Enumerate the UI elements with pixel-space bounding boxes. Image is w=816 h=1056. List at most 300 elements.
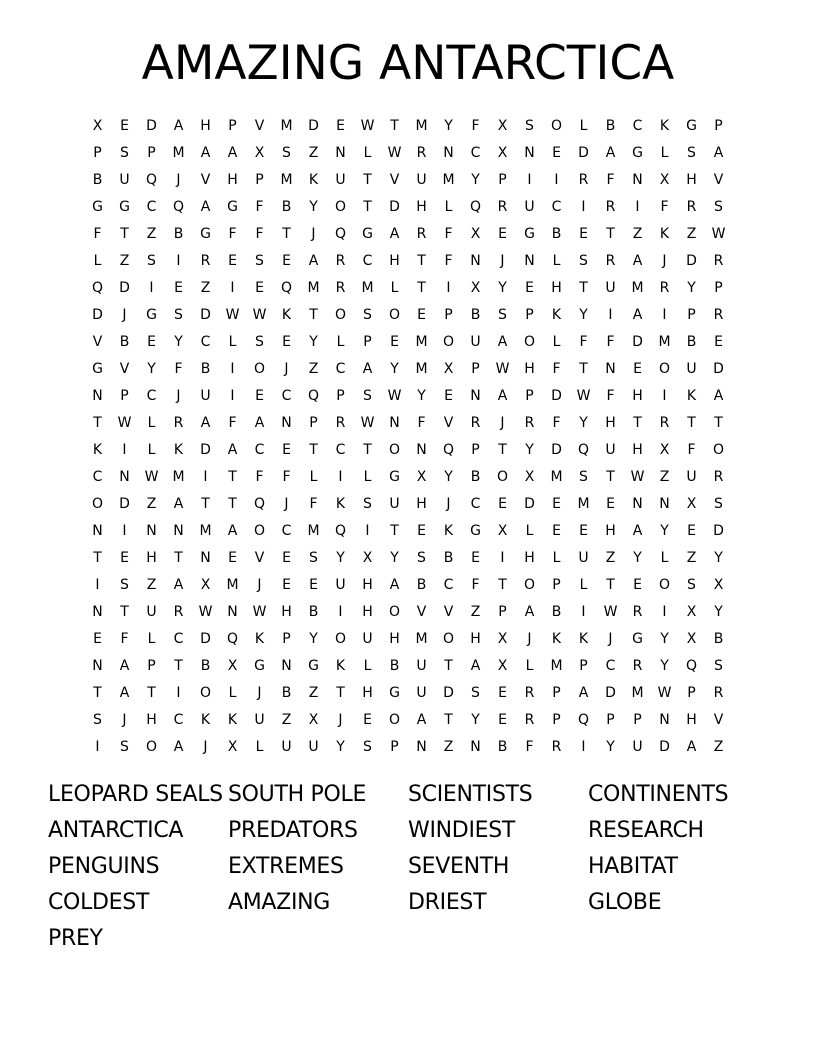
grid-letter: M [415, 361, 428, 377]
grid-letter: Q [226, 631, 239, 647]
grid-letter: X [497, 523, 508, 539]
grid-letter: D [713, 523, 724, 539]
grid-letter: U [335, 577, 346, 593]
grid-letter: S [471, 685, 480, 701]
grid-letter: W [198, 604, 213, 620]
grid-letter: H [146, 712, 157, 728]
grid-letter: L [390, 280, 399, 296]
grid-letter: J [662, 253, 667, 269]
grid-letter: M [307, 523, 320, 539]
grid-letter: Y [336, 739, 345, 755]
grid-letter: T [444, 658, 453, 674]
grid-letter: D [632, 334, 643, 350]
grid-letter: M [172, 469, 185, 485]
grid-letter: E [498, 685, 507, 701]
grid-letter: O [145, 739, 158, 755]
grid-letter: I [338, 469, 343, 485]
grid-letter: P [687, 685, 696, 701]
grid-letter: G [119, 199, 130, 215]
grid-letter: N [659, 712, 670, 728]
grid-letter: U [632, 739, 643, 755]
grid-letter: T [363, 442, 372, 458]
grid-letter: Y [525, 442, 534, 458]
grid-letter: A [308, 253, 319, 269]
grid-letter: T [201, 496, 210, 512]
grid-letter: Y [174, 334, 183, 350]
grid-letter: D [605, 685, 616, 701]
grid-letter: G [200, 226, 211, 242]
grid-letter: N [632, 496, 643, 512]
grid-letter: M [199, 523, 212, 539]
grid-letter: D [200, 442, 211, 458]
grid-letter: E [525, 280, 534, 296]
grid-letter: Y [444, 118, 453, 134]
grid-letter: F [255, 199, 264, 215]
grid-letter: Q [91, 280, 104, 296]
grid-letter: K [281, 307, 292, 323]
grid-letter: T [93, 415, 102, 431]
grid-letter: N [92, 604, 103, 620]
grid-letter: H [227, 172, 238, 188]
grid-letter: T [417, 253, 426, 269]
grid-letter: V [119, 361, 130, 377]
grid-letter: H [632, 388, 643, 404]
grid-letter: O [199, 685, 212, 701]
grid-letter: Z [119, 253, 130, 269]
grid-letter: L [660, 145, 669, 161]
grid-letter: X [200, 577, 211, 593]
grid-letter: A [470, 658, 481, 674]
grid-letter: E [120, 118, 129, 134]
grid-letter: L [363, 658, 372, 674]
grid-letter: L [336, 334, 345, 350]
grid-letter: O [388, 604, 401, 620]
grid-letter: R [713, 253, 724, 269]
grid-letter: H [389, 631, 400, 647]
grid-letter: T [174, 658, 183, 674]
grid-letter: I [662, 604, 667, 620]
grid-letter: N [92, 523, 103, 539]
grid-letter: U [470, 334, 481, 350]
grid-letter: A [713, 145, 724, 161]
grid-letter: A [632, 523, 643, 539]
grid-letter: O [253, 361, 266, 377]
grid-letter: R [335, 253, 346, 269]
grid-letter: I [581, 739, 586, 755]
grid-letter: C [173, 712, 184, 728]
grid-letter: T [174, 550, 183, 566]
grid-letter: L [444, 199, 453, 215]
grid-letter: Z [686, 226, 697, 242]
grid-letter: Y [633, 550, 642, 566]
grid-letter: O [334, 631, 347, 647]
grid-letter: O [658, 361, 671, 377]
grid-letter: W [144, 469, 159, 485]
grid-letter: D [308, 118, 319, 134]
grid-letter: Y [390, 361, 399, 377]
grid-letter: J [500, 415, 505, 431]
grid-letter: V [92, 334, 103, 350]
grid-letter: R [200, 253, 211, 269]
grid-letter: X [227, 658, 238, 674]
grid-letter: R [659, 415, 670, 431]
grid-letter: M [307, 280, 320, 296]
grid-letter: N [92, 388, 103, 404]
grid-letter: A [389, 226, 400, 242]
grid-letter: Y [714, 604, 723, 620]
grid-letter: R [713, 685, 724, 701]
grid-letter: Y [714, 550, 723, 566]
grid-letter: E [417, 307, 426, 323]
grid-letter: Y [309, 631, 318, 647]
grid-letter: J [122, 712, 127, 728]
grid-letter: W [360, 415, 375, 431]
grid-letter: C [281, 388, 292, 404]
grid-letter: Q [334, 523, 347, 539]
grid-letter: T [444, 712, 453, 728]
grid-letter: C [173, 631, 184, 647]
grid-letter: U [389, 496, 400, 512]
grid-letter: V [200, 172, 211, 188]
grid-letter: R [605, 253, 616, 269]
grid-letter: E [444, 388, 453, 404]
grid-letter: J [446, 496, 451, 512]
grid-letter: I [662, 388, 667, 404]
grid-letter: D [713, 361, 724, 377]
grid-letter: G [389, 469, 400, 485]
grid-letter: O [334, 307, 347, 323]
grid-letter: U [119, 172, 130, 188]
grid-letter: P [120, 388, 129, 404]
grid-letter: C [632, 118, 643, 134]
grid-letter: O [496, 469, 509, 485]
grid-letter: X [497, 631, 508, 647]
grid-letter: K [200, 712, 211, 728]
grid-letter: H [632, 442, 643, 458]
grid-letter: J [122, 307, 127, 323]
grid-letter: A [524, 604, 535, 620]
grid-letter: A [173, 739, 184, 755]
grid-letter: C [92, 469, 103, 485]
grid-letter: G [524, 226, 535, 242]
grid-letter: Z [308, 361, 319, 377]
grid-letter: L [552, 253, 561, 269]
grid-letter: R [524, 415, 535, 431]
grid-letter: E [417, 523, 426, 539]
grid-letter: S [525, 118, 534, 134]
grid-letter: P [525, 307, 534, 323]
grid-letter: T [390, 118, 399, 134]
grid-letter: R [416, 145, 427, 161]
grid-letter: P [282, 631, 291, 647]
grid-letter: E [282, 550, 291, 566]
grid-letter: P [255, 172, 264, 188]
grid-letter: A [227, 523, 238, 539]
grid-letter: J [608, 631, 613, 647]
grid-letter: P [687, 307, 696, 323]
grid-letter: U [362, 631, 373, 647]
grid-letter: A [119, 658, 130, 674]
grid-letter: Y [471, 712, 480, 728]
grid-letter: B [173, 226, 184, 242]
grid-letter: G [146, 307, 157, 323]
grid-letter: H [416, 199, 427, 215]
grid-letter: M [280, 118, 293, 134]
grid-letter: P [147, 658, 156, 674]
grid-letter: X [659, 172, 670, 188]
grid-letter: F [444, 253, 453, 269]
word-list-item: AMAZING [228, 890, 331, 915]
grid-letter: N [605, 361, 616, 377]
grid-letter: I [122, 523, 127, 539]
grid-letter: A [227, 145, 238, 161]
grid-letter: N [524, 145, 535, 161]
grid-letter: F [417, 415, 426, 431]
grid-letter: E [633, 361, 642, 377]
grid-letter: M [631, 280, 644, 296]
grid-letter: T [606, 577, 615, 593]
grid-letter: D [200, 307, 211, 323]
grid-letter: V [254, 118, 265, 134]
grid-letter: X [470, 226, 481, 242]
grid-letter: U [416, 685, 427, 701]
grid-letter: V [254, 550, 265, 566]
grid-letter: A [389, 577, 400, 593]
grid-letter: O [388, 307, 401, 323]
grid-letter: F [606, 388, 615, 404]
grid-letter: L [309, 469, 318, 485]
grid-letter: G [308, 658, 319, 674]
grid-letter: K [227, 712, 238, 728]
grid-letter: N [227, 604, 238, 620]
grid-letter: G [92, 199, 103, 215]
grid-letter: I [230, 280, 235, 296]
grid-letter: I [581, 199, 586, 215]
grid-letter: T [93, 550, 102, 566]
grid-letter: S [363, 496, 372, 512]
grid-letter: A [632, 253, 643, 269]
grid-letter: S [687, 577, 696, 593]
grid-letter: E [309, 577, 318, 593]
grid-letter: Y [579, 307, 588, 323]
grid-letter: E [147, 334, 156, 350]
grid-letter: Z [686, 550, 697, 566]
grid-letter: L [147, 442, 156, 458]
grid-letter: S [255, 253, 264, 269]
grid-letter: H [605, 523, 616, 539]
word-list-item: DRIEST [408, 890, 487, 915]
grid-letter: U [200, 388, 211, 404]
grid-letter: J [284, 496, 289, 512]
grid-letter: A [497, 334, 508, 350]
grid-letter: B [605, 118, 616, 134]
grid-letter: U [146, 604, 157, 620]
grid-letter: B [551, 604, 562, 620]
grid-letter: D [119, 280, 130, 296]
grid-letter: P [471, 442, 480, 458]
grid-letter: O [658, 577, 671, 593]
grid-letter: C [200, 334, 211, 350]
grid-letter: K [551, 631, 562, 647]
grid-letter: F [282, 469, 291, 485]
grid-letter: B [470, 469, 481, 485]
grid-letter: E [606, 496, 615, 512]
grid-letter: R [497, 199, 508, 215]
grid-letter: L [525, 523, 534, 539]
grid-letter: I [122, 442, 127, 458]
grid-letter: K [308, 172, 319, 188]
word-list-item: CONTINENTS [588, 782, 729, 807]
grid-letter: O [442, 631, 455, 647]
grid-letter: D [119, 496, 130, 512]
grid-letter: E [363, 712, 372, 728]
grid-letter: Z [632, 226, 643, 242]
grid-letter: E [282, 253, 291, 269]
grid-letter: I [635, 199, 640, 215]
grid-letter: G [632, 631, 643, 647]
grid-letter: T [498, 577, 507, 593]
word-list-item: RESEARCH [588, 818, 704, 843]
page-title: AMAZING ANTARCTICA [141, 36, 675, 91]
grid-letter: N [416, 442, 427, 458]
grid-letter: J [176, 172, 181, 188]
grid-letter: N [335, 145, 346, 161]
grid-letter: N [470, 739, 481, 755]
grid-letter: B [281, 199, 292, 215]
grid-letter: U [335, 172, 346, 188]
grid-letter: A [686, 739, 697, 755]
grid-letter: S [714, 658, 723, 674]
grid-letter: G [362, 226, 373, 242]
grid-letter: X [308, 712, 319, 728]
grid-letter: K [551, 307, 562, 323]
grid-letter: W [495, 361, 510, 377]
grid-letter: L [552, 550, 561, 566]
grid-letter: Z [146, 226, 157, 242]
grid-letter: H [281, 604, 292, 620]
grid-letter: Y [147, 361, 156, 377]
grid-letter: Y [309, 334, 318, 350]
grid-letter: W [360, 118, 375, 134]
grid-letter: A [200, 199, 211, 215]
grid-letter: V [416, 604, 427, 620]
grid-letter: T [606, 469, 615, 485]
word-list [48, 780, 768, 960]
grid-letter: Y [444, 469, 453, 485]
grid-letter: O [523, 334, 536, 350]
grid-letter: B [551, 226, 562, 242]
grid-letter: D [686, 253, 697, 269]
grid-letter: Z [146, 577, 157, 593]
grid-letter: I [338, 604, 343, 620]
grid-letter: R [713, 307, 724, 323]
grid-letter: L [579, 577, 588, 593]
grid-letter: B [200, 361, 211, 377]
grid-letter: P [390, 739, 399, 755]
grid-letter: R [524, 685, 535, 701]
grid-letter: C [335, 361, 346, 377]
grid-letter: I [608, 307, 613, 323]
grid-letter: N [119, 469, 130, 485]
grid-letter: A [200, 415, 211, 431]
grid-letter: U [686, 469, 697, 485]
grid-letter: E [255, 280, 264, 296]
grid-letter: S [417, 550, 426, 566]
grid-letter: E [336, 118, 345, 134]
grid-letter: J [203, 739, 208, 755]
grid-letter: G [686, 118, 697, 134]
grid-letter: Z [308, 145, 319, 161]
grid-letter: M [415, 118, 428, 134]
grid-letter: R [416, 226, 427, 242]
grid-letter: B [92, 172, 103, 188]
grid-letter: P [606, 712, 615, 728]
grid-letter: L [660, 550, 669, 566]
grid-letter: B [119, 334, 130, 350]
grid-letter: I [662, 307, 667, 323]
grid-letter: R [335, 415, 346, 431]
grid-letter: P [579, 658, 588, 674]
word-list-item: GLOBE [588, 890, 662, 915]
grid-letter: K [659, 118, 670, 134]
grid-letter: L [228, 334, 237, 350]
grid-letter: S [579, 253, 588, 269]
grid-letter: P [336, 388, 345, 404]
grid-letter: I [230, 361, 235, 377]
grid-letter: N [632, 172, 643, 188]
grid-letter: F [471, 118, 480, 134]
grid-letter: H [362, 604, 373, 620]
grid-letter: X [686, 496, 697, 512]
grid-letter: H [362, 685, 373, 701]
grid-letter: D [443, 685, 454, 701]
word-list-item: SOUTH POLE [228, 782, 367, 807]
grid-letter: B [308, 604, 319, 620]
grid-letter: T [498, 442, 507, 458]
grid-letter: F [228, 226, 237, 242]
grid-letter: X [497, 658, 508, 674]
grid-letter: F [552, 361, 561, 377]
grid-letter: R [524, 712, 535, 728]
grid-letter: F [687, 442, 696, 458]
grid-letter: F [579, 334, 588, 350]
grid-letter: R [335, 280, 346, 296]
grid-letter: H [389, 253, 400, 269]
grid-letter: T [120, 226, 129, 242]
grid-letter: M [415, 631, 428, 647]
grid-letter: E [579, 226, 588, 242]
grid-letter: X [659, 442, 670, 458]
grid-letter: M [361, 280, 374, 296]
grid-letter: I [176, 685, 181, 701]
grid-letter: W [225, 307, 240, 323]
grid-letter: L [147, 631, 156, 647]
grid-letter: D [524, 496, 535, 512]
grid-letter: Q [577, 712, 590, 728]
grid-letter: P [363, 334, 372, 350]
grid-letter: P [525, 388, 534, 404]
grid-letter: R [578, 172, 589, 188]
grid-letter: K [578, 631, 589, 647]
grid-letter: P [147, 145, 156, 161]
grid-letter: J [257, 577, 262, 593]
grid-letter: S [363, 388, 372, 404]
grid-letter: V [389, 172, 400, 188]
grid-letter: B [713, 631, 724, 647]
grid-letter: F [444, 226, 453, 242]
grid-letter: J [500, 253, 505, 269]
grid-letter: H [551, 280, 562, 296]
